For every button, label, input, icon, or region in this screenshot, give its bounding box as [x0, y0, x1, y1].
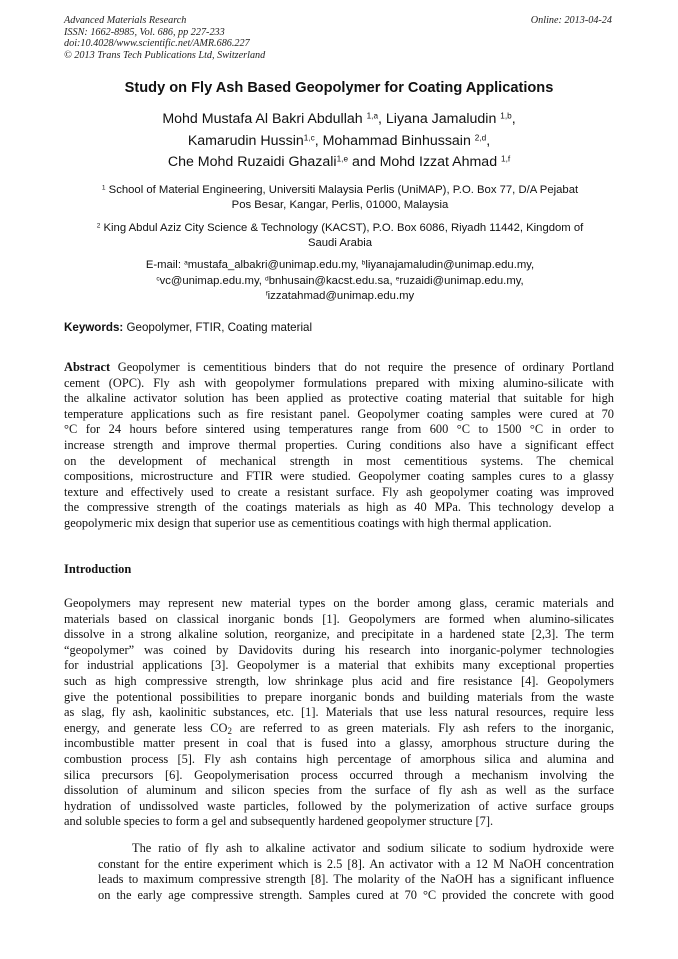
affil-text: School of Material Engineering, Universiti Malaysia Perlis (UniMAP), P.O. Box 77, D/A Pejabat [105, 184, 579, 196]
intro-paragraph-2 [64, 841, 614, 903]
author-affil-sup: 1,c [303, 133, 315, 143]
paragraph-line: such as high compressive strength, low shrinkage plus acid and fire resistance [4]. Geopolymers [64, 673, 614, 688]
paragraph-line: for industrial applications [3]. Geopolymer is a material that exhibits many exceptional properties [64, 658, 614, 673]
issn-line: ISSN: 1662-8985, Vol. 686, pp 227-233 [64, 26, 225, 38]
paragraph-line: incombustible matter present in coal that is fused into a glassy, amorphous structure during the [64, 736, 614, 751]
email-sup: c [156, 275, 160, 282]
author-list [40, 109, 638, 174]
author-line-1 [40, 109, 638, 131]
email-sup: b [361, 259, 366, 267]
email-link[interactable]: ruzaidi@unimap.edu.my, [399, 274, 524, 287]
author-name: and Mohd Izzat Ahmad [348, 154, 502, 171]
email-link[interactable]: mustafa_albakri@unimap.edu.my, [187, 259, 362, 271]
abstract-text: Geopolymer is cementitious binders that do not require the presence of ordinary Portland [110, 360, 614, 374]
author-affil-sup: 1,f [501, 154, 511, 164]
affil-number: 1 [101, 184, 106, 192]
abstract-line: temperature applications such as fire resistant panel. Geopolymer coating samples were cured at 70 [64, 406, 614, 421]
abstract-line: on the development of mechanical strength in most cementitious systems. The chemical [64, 453, 614, 468]
abstract-line: texture and effectively used to create a resistant surface. Fly ash geopolymer coating was improved [64, 484, 614, 499]
email-link[interactable]: liyanajamaludin@unimap.edu.my, [365, 259, 535, 271]
paragraph-line: The ratio of fly ash to alkaline activator and sodium silicate to sodium hydroxide were [132, 841, 614, 855]
paragraph-line: dissolution of aluminum and silicon species from the surface of fly ash as well as the surface [64, 783, 614, 798]
author-name: Che Mohd Ruzaidi Ghazali [167, 154, 337, 171]
abstract-line: °C for 24 hours before sintered using temperatures range from 600 °C to 1500 °C in order to [64, 422, 614, 437]
email-sup: a [184, 259, 188, 267]
abstract-line: compositions, microstructure and FTIR were studied. Geopolymer coating samples cures to a glassy [64, 469, 614, 484]
author-separator: , [511, 111, 516, 127]
affil-text: Saudi Arabia [307, 237, 373, 250]
subscript: 2 [227, 725, 232, 736]
abstract-line: the compressive strength of the coatings materials as high as 40 MPa. This technology develop a [64, 500, 614, 515]
doi-line[interactable]: doi:10.4028/www.scientific.net/AMR.686.227 [64, 38, 250, 50]
email-sup: d [265, 275, 269, 282]
affiliation-2 [64, 221, 616, 252]
paragraph-line: hydration of undissolved waste particles, followed by the polymerization of active surface groups [64, 798, 614, 813]
abstract-line: increase strength and improve thermal properties. Curing conditions also have a significant effect [64, 437, 614, 452]
author-affil-sup: 2,d [474, 133, 487, 143]
author-affil-sup: 1,a [366, 111, 379, 121]
journal-name: Advanced Materials Research [64, 15, 187, 26]
affil-text: Pos Besar, Kangar, Perlis, 01000, Malaysia [231, 199, 449, 212]
author-affil-sup: 1,b [500, 111, 512, 121]
paragraph-line: as slag, fly ash, kaolinitic substances, etc. [1]. Materials that use less natural resources, require less [64, 705, 614, 720]
author-separator: , [486, 132, 491, 149]
section-heading-introduction: Introduction [64, 562, 132, 576]
email-list [64, 258, 616, 305]
author-name: Kamarudin Hussin [187, 132, 304, 149]
keywords [64, 321, 616, 334]
paragraph-line: materials based on classical inorganic bonds [1]. Geopolymers are formed when alumino-silicates [64, 611, 614, 626]
abstract-line: geopolymeric mix design that superior use as cementitious coatings with high thermal application. [64, 515, 552, 530]
author-name: , Mohammad Binhussain [314, 132, 475, 149]
paragraph-line: “geopolymer” was coined by Davidovits during his research into inorganic-polymer technologies [64, 642, 614, 657]
keywords-text: Geopolymer, FTIR, Coating material [123, 321, 313, 334]
intro-paragraph-1 [64, 596, 614, 830]
paragraph-line: leads to maximum compressive strength [8]. The molarity of the NaOH has a significant influence [98, 872, 614, 887]
paragraph-line: dissolve in a strong alkaline solution, reorganize, and precipitate in a hardened state [2,3]. The term [64, 627, 614, 642]
abstract [64, 360, 614, 532]
email-prefix: E-mail: [145, 259, 185, 271]
affiliation-1 [64, 183, 616, 214]
paper-title: Study on Fly Ash Based Geopolymer for Coating Applications [124, 80, 554, 96]
email-link[interactable]: izzatahmad@unimap.edu.my [267, 290, 415, 303]
author-affil-sup: 1,e [336, 154, 349, 164]
email-sup: e [395, 275, 400, 282]
author-name: Mohd Mustafa Al Bakri Abdullah [162, 111, 367, 127]
paragraph-line [64, 721, 614, 737]
email-link[interactable]: vc@unimap.edu.my, [159, 274, 266, 287]
abstract-line [64, 360, 614, 376]
paragraph-line: on the early age compressive strength. Samples cured at 70 °C provided the concrete with good [98, 887, 614, 902]
affil-text: King Abdul Aziz City Science & Technology (KACST), P.O. Box 6086, Riyadh 11442, Kingdom of [100, 222, 584, 234]
copyright-line: © 2013 Trans Tech Publications Ltd, Switzerland [64, 49, 266, 61]
abstract-label: Abstract [64, 360, 111, 374]
paragraph-line: give the potentional possibilities to prepare inorganic bonds and building materials from the waste [64, 689, 614, 704]
author-name: , Liyana Jamaludin [378, 111, 501, 127]
paragraph-line: silica precursors [6]. Geopolymerisation process occurred through a mechanism involving the [64, 767, 614, 782]
online-date: Online: 2013-04-24 [530, 15, 612, 26]
affil-number: 2 [96, 222, 101, 230]
paragraph-line: combustion process [5]. Fly ash contains high percentage of amorphous silica and alumina and [64, 751, 614, 766]
text-run: are referred to as green materials. Fly ash refers to the inorganic, [231, 720, 614, 735]
abstract-line: cement (OPC). Fly ash with geopolymer formulations prepared with mixing alumino-silicate with [64, 375, 614, 390]
keywords-label: Keywords: [64, 321, 124, 334]
paragraph-line: constant for the entire experiment which is 2.5 [8]. An activator with a 12 M NaOH concentration [98, 856, 614, 871]
email-link[interactable]: bnhusain@kacst.edu.sa, [268, 274, 396, 287]
text-run: energy, and generate less CO [64, 720, 228, 735]
paragraph-line: and soluble species to form a gel and subsequently hardened geopolymer structure [7]. [64, 814, 494, 829]
journal-header [64, 15, 265, 61]
author-line-2 [40, 131, 638, 153]
paragraph-line: Geopolymers may represent new material types on the border among glass, ceramic materials and [64, 596, 614, 610]
abstract-line: the alkaline activator solution has been applied as protective coating material that suitable for high [64, 391, 614, 406]
email-sup: f [265, 290, 268, 298]
author-line-3 [40, 152, 638, 174]
